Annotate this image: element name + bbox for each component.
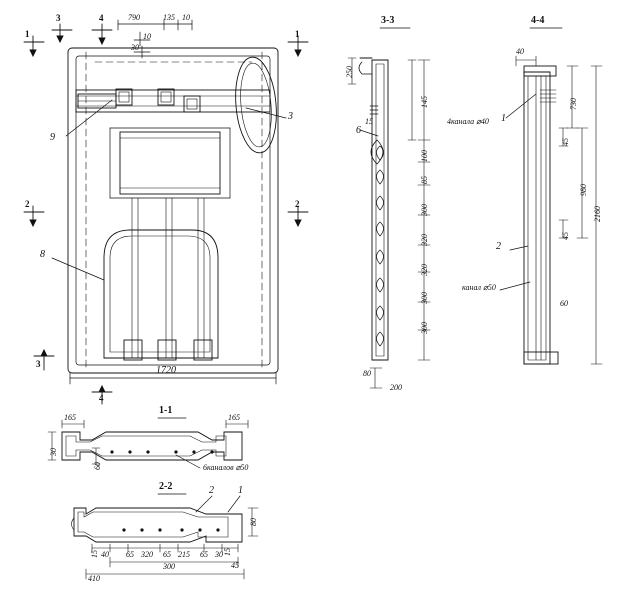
part-2-label-44: 2 xyxy=(496,241,501,252)
title-1-1: 1-1 xyxy=(159,405,173,416)
title-2-2: 2-2 xyxy=(159,481,173,492)
dim-45b: 45 xyxy=(561,232,570,240)
dim-410: 410 xyxy=(88,574,100,583)
dim-145: 145 xyxy=(420,96,429,108)
mark-4-top: 4 xyxy=(99,13,104,23)
dim-165b: 165 xyxy=(228,413,240,422)
note-kanal-50: канал ⌀50 xyxy=(462,283,496,292)
part-6-label: 6 xyxy=(356,125,361,136)
dim-60-11: 60 xyxy=(93,462,102,470)
dim-15b: 15 xyxy=(223,548,232,556)
title-4-4: 4-4 xyxy=(531,15,545,26)
mark-2-right: 2 xyxy=(295,199,300,209)
dim-2160: 2160 xyxy=(593,206,602,222)
note-4-kanala: 4канала ⌀40 xyxy=(447,117,489,126)
dim-30: 30 xyxy=(131,43,139,52)
mark-1-top: 1 xyxy=(295,29,300,39)
dim-80-22: 80 xyxy=(249,518,258,526)
part-8-label: 8 xyxy=(40,249,45,260)
dim-65c: 65 xyxy=(200,550,208,559)
dim-300b: 300 xyxy=(420,292,429,304)
note-6-kanalov: 6каналов ⌀50 xyxy=(203,463,249,472)
dim-45a: 45 xyxy=(561,138,570,146)
dim-135: 135 xyxy=(163,13,175,22)
part-3-label: 3 xyxy=(288,111,293,122)
dim-200: 200 xyxy=(390,383,402,392)
dim-320b: 320 xyxy=(420,264,429,276)
dim-300c: 300 xyxy=(420,322,429,334)
dim-10: 10 xyxy=(182,13,190,22)
dim-65b: 65 xyxy=(163,550,171,559)
dim-980: 980 xyxy=(579,184,588,196)
dim-45-22: 45 xyxy=(231,561,239,570)
part-2-label-22: 2 xyxy=(209,485,214,496)
dim-300a: 300 xyxy=(420,204,429,216)
dim-730: 730 xyxy=(569,98,578,110)
dim-300-22: 300 xyxy=(163,562,175,571)
mark-4-bottom: 4 xyxy=(99,393,104,403)
dim-60-44: 60 xyxy=(560,299,568,308)
dim-215: 215 xyxy=(178,550,190,559)
dim-15a: 15 xyxy=(90,550,99,558)
dim-40-22: 40 xyxy=(101,550,109,559)
dim-80: 80 xyxy=(363,369,371,378)
dim-320a: 320 xyxy=(420,234,429,246)
mark-1-left: 1 xyxy=(25,29,30,39)
mark-3-bottom: 3 xyxy=(36,359,41,369)
dim-65a: 65 xyxy=(126,550,134,559)
dim-100: 100 xyxy=(420,150,429,162)
dim-790: 790 xyxy=(128,13,140,22)
dim-30-22: 30 xyxy=(215,550,223,559)
dim-1720: 1720 xyxy=(156,365,176,376)
dim-30-11: 30 xyxy=(49,448,58,456)
dim-85: 85 xyxy=(420,176,429,184)
part-1-label-44: 1 xyxy=(501,113,506,124)
title-3-3: 3-3 xyxy=(381,15,395,26)
dim-320-22: 320 xyxy=(141,550,153,559)
part-9-label: 9 xyxy=(50,132,55,143)
mark-2-left: 2 xyxy=(25,199,30,209)
dim-250: 250 xyxy=(345,66,354,78)
part-1-label-22: 1 xyxy=(238,485,243,496)
dim-40-44: 40 xyxy=(516,47,524,56)
dim-165a: 165 xyxy=(64,413,76,422)
dim-15: 15 xyxy=(365,117,373,126)
mark-3-top: 3 xyxy=(56,13,61,23)
dim-10b: 10 xyxy=(143,32,151,41)
